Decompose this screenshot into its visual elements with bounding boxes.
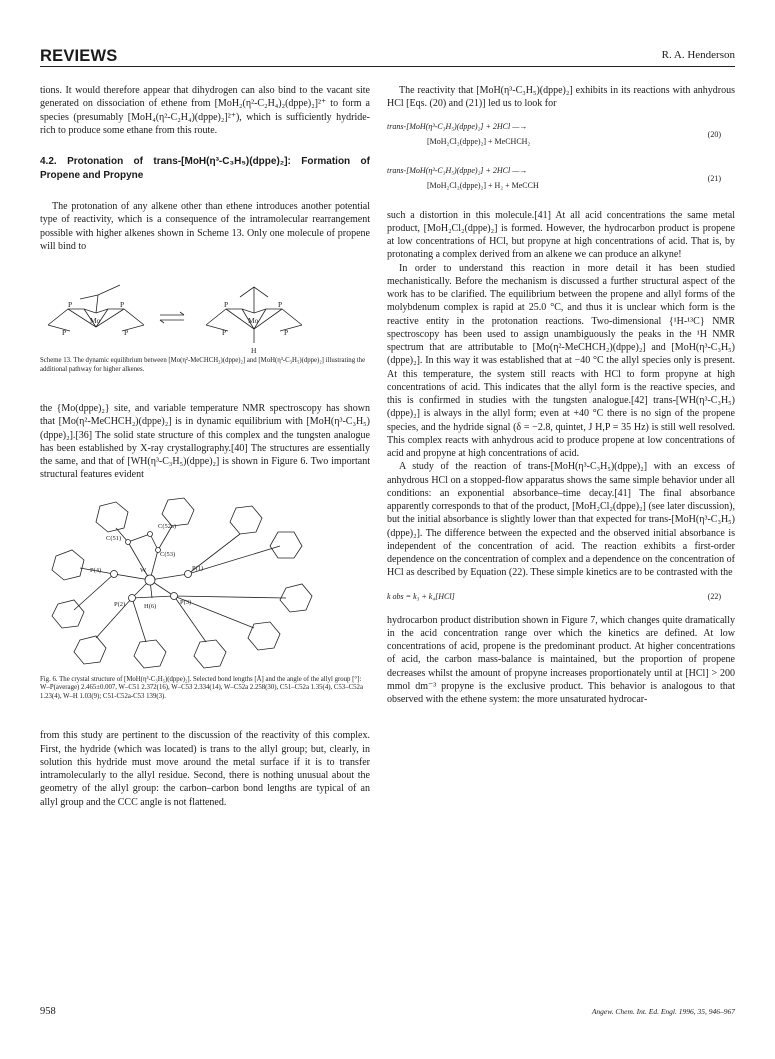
atom-label: P(1): [192, 564, 204, 572]
page-number: 958: [40, 1006, 56, 1017]
paragraph: A study of the reaction of trans-[MoH(η³-C₃H₅)(dppe)₂] with an excess of anhydrous HCl on a stopped-flow apparatus shows the same simple behavior under all conditions: an exponential absorbance–time decay.[41] The final absorbance apparently corresponds to that of the product, [MoH₂Cl₂(dppe)₂] (see later discussion), but the initial absorbance is slightly lower than that expected for trans-[MoH(η³-C₃H₅)(dppe)₂]. The difference between the expected and the observed initial absorbance is independent of the concentration of acid. The reaction exhibits a first-order dependence on the concentration of complex and a dependence on the concentration of HCl as described by Equation (22). These simple kinetics are to be contrasted with the: [387, 461, 735, 579]
atom-label: H(6): [144, 602, 157, 610]
p-label: P: [120, 300, 125, 309]
equation-number: (20): [707, 129, 721, 139]
equation-number: (21): [707, 173, 721, 183]
atom-label: C(51): [106, 534, 122, 542]
paragraph: In order to understand this reaction in more detail it has been studied mechanistically. Before the mechanism is discussed a further structural aspect of the work has to be clarified. The equilibrium between the propene and allyl forms of the molybdenum complex is rapid at 25.0 °C, and thus it is unclear which form is the reactive entity in the protonation reactions. Two-dimensional {¹H-¹³C} NMR spectroscopy has been used to assign unambiguously the peaks in the ¹H NMR spectrum that are attributable to [Mo(η²-MeCHCH₂)(dppe)₂] and [MoH(η³-C₃H₅)(dppe)₂]. In this way it was established that at −40 °C the allyl species only is present. At this temperature, the system still reacts with HCl to form propyne at high concentrations of acid. This indicates that the allyl form is the reactive species, and this is confirmed in studies with the tungsten analogue.[42] trans-[WH(η³-C₃H₅)(dppe)₂] is always in the allyl form; even at +40 °C there is no sign of the propene species, and the hydride signal (δ = −2.8, quintet, J H,P = 35 Hz) is still well resolved. This complex reacts with anhydrous acid to produce propene at low concentrations of acid and propyne at high concentrations of acid.: [387, 262, 735, 459]
scheme-13: [40, 265, 370, 357]
equation-line: trans-[MoH(η³-C₃H₅)(dppe)₂] + 2HCl —→: [387, 121, 528, 131]
paragraph: the {Mo(dppe)₂} site, and variable temperature NMR spectroscopy has shown that [Mo(η²-MeCHCH₂)(dppe)₂] is in dynamic equilibrium with [MoH(η³-C₃H₅)(dppe)₂].[36] The solid state structure of this complex and the tungsten analogue has been established by X-ray crystallography.[40] The structures are essentially the same, and that of [WH(η³-C₃H₅)(dppe)₂] is shown in Figure 6. Two important structural features evident: [40, 403, 370, 481]
paragraph: The protonation of any alkene other than ethene introduces another potential type of reactivity, which is a consequence of the intramolecular rearrangement possible with higher alkenes shown in Scheme 13. Only one molecule of propene will bind to: [40, 201, 370, 252]
header-rule: [40, 66, 735, 67]
paragraph: tions. It would therefore appear that dihydrogen can also bind to the vacant site generated on dissociation of ethene from [MoH₂(η²-C₂H₄)₂(dppe)₂]²⁺ to form a species (presumably [MoH₄(η²-C₂H₄)(dppe)₂]²⁺), which is sufficiently hydride-rich to produce some ethane from this route.: [40, 85, 370, 136]
p-label: P: [224, 300, 229, 309]
atom-label: W: [140, 566, 147, 574]
paragraph: from this study are pertinent to the discussion of the reactivity of this complex. First, the hydride (which was located) is trans to the allyl group; but, clearly, in solution this hydride must move around the metal surface if it is to transfer intramolecularly to the allyl residue. Second, there is nothing unusual about the geometry of the allyl group: the carbon–carbon bond lengths are typical of an allyl group and the CCC angle is not flattened.: [40, 730, 370, 808]
atom-label: C(52a): [158, 522, 177, 530]
p-label: P: [222, 328, 227, 337]
p-label: P: [278, 300, 283, 309]
mo-label: Mo: [90, 316, 101, 325]
running-header: [40, 47, 735, 65]
equation-line: k obs = k₃ + k₄[HCl]: [387, 591, 455, 601]
p-label: P: [284, 328, 289, 337]
h-label: H: [251, 346, 257, 355]
p-label: P: [62, 328, 67, 337]
paragraph: The reactivity that [MoH(η³-C₃H₅)(dppe)₂] exhibits in its reactions with anhydrous HCl [Eqs. (20) and (21)] led us to look for: [387, 85, 735, 110]
author-name: R. A. Henderson: [661, 49, 735, 61]
crystal-structure-drawing: [40, 492, 370, 676]
atom-label: P(4): [90, 566, 102, 574]
equation-line: [MoH₂Cl₂(dppe)₂] + H₂ + MeCCH: [427, 180, 539, 190]
section-heading: 4.2. Protonation of trans-[MoH(η³-C₃H₅)(dppe)₂]: Formation of Propene and Propyne: [40, 156, 370, 181]
atom-label: P(2): [114, 600, 126, 608]
page-footer: [40, 1006, 735, 1020]
figure-caption: Fig. 6. The crystal structure of [MoH(η³-C₃H₅)(dppe)₂]. Selected bond lengths [Å] and the angle of the allyl group [°]: W–P(average) 2.465±0.007, W–C51 2.372(16), W–C53 2.334(14), W–C52a 2.258(30), C51–C52a 1.35(4), C53–C52a 1.23(4), W–H 1.03(9); C51-C52a-C53 139(3).: [40, 675, 363, 700]
journal-citation: Angew. Chem. Int. Ed. Engl. 1996, 35, 946–967: [591, 1007, 735, 1016]
p-label: P: [68, 300, 73, 309]
equation-21: [387, 165, 735, 199]
atom-label: P(3): [180, 598, 192, 606]
equation-line: trans-[MoH(η³-C₃H₅)(dppe)₂] + 2HCl —→: [387, 165, 528, 175]
atom-label: C(53): [160, 550, 176, 558]
equation-line: [MoH₂Cl₂(dppe)₂] + MeCHCH₂: [427, 136, 531, 146]
section-label: REVIEWS: [40, 47, 118, 65]
equation-number: (22): [707, 591, 721, 601]
equation-20: [387, 121, 735, 155]
equation-22: [387, 590, 735, 604]
paragraph: hydrocarbon product distribution shown in Figure 7, which changes quite dramatically in the acid concentration range over which the kinetics are defined. At low concentrations of acid, propene is the predominant product. At higher concentrations of acid, the carbon mass-balance is maintained, but the proportion of propene decreases whilst the amount of propyne increases proportionately until at [HCl] > 200 mmol dm⁻³ propyne is the exclusive product. This behavior is analogous to that observed with the ethene system: the more unsaturated hydrocar-: [387, 614, 735, 705]
scheme-caption: Scheme 13. The dynamic equilibrium between [Mo(η²-MeCHCH₂)(dppe)₂] and [MoH(η³-C₃H₅)(dppe)₂] illustrating the additional pathway for higher alkenes.: [40, 357, 366, 373]
right-column: [387, 84, 735, 706]
p-label: P: [124, 328, 129, 337]
paragraph: such a distortion in this molecule.[41] At all acid concentrations the same metal product, [MoH₂Cl₂(dppe)₂] is formed. However, the hydrocarbon product is propene at low concentrations of HCl, but propyne at high concentrations of acid. That is, by protonating a complex derived from an alkene we can produce an alkyne!: [387, 209, 735, 261]
left-column: [40, 84, 370, 809]
mo-label: Mo: [248, 316, 259, 325]
scheme-drawing: [40, 265, 370, 357]
figure-6: [40, 492, 370, 676]
